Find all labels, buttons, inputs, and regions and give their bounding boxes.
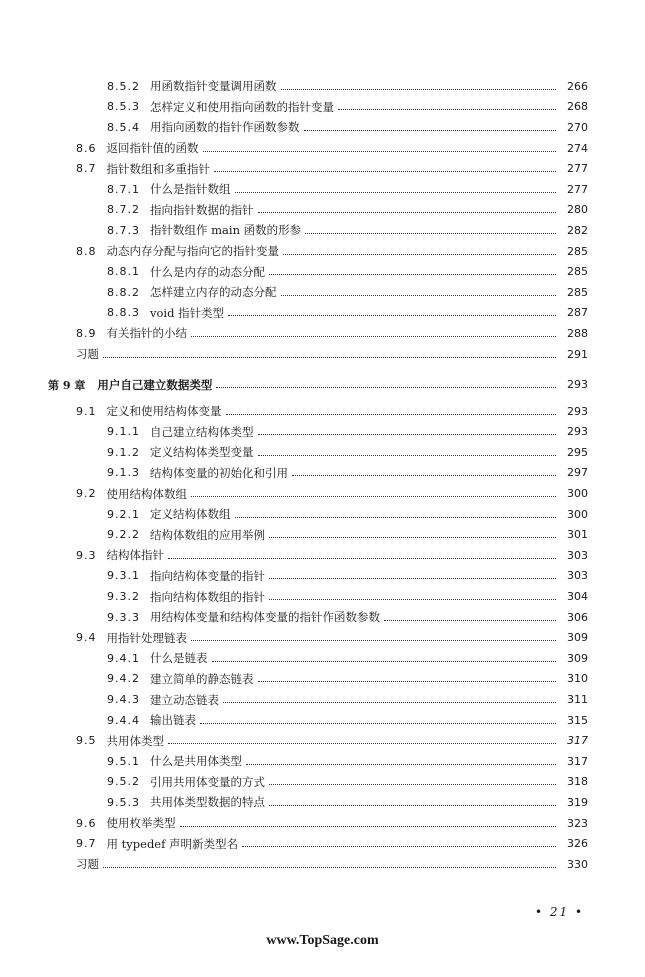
toc-page-number: 285 <box>567 265 588 279</box>
toc-section-number: 9.2.2 <box>107 528 140 542</box>
toc-row <box>0 220 645 241</box>
toc-row <box>0 586 645 607</box>
toc-title: 用指针处理链表 <box>106 630 187 645</box>
toc-title: 动态内存分配与指向它的指针变量 <box>106 244 279 259</box>
toc-row <box>0 627 645 648</box>
dot-leader <box>242 846 556 847</box>
toc-section-number: 9.3.3 <box>107 610 140 624</box>
toc-title: 指针数组和多重指针 <box>106 161 210 176</box>
toc-section-number: 8.8 <box>76 244 97 258</box>
toc-section-number: 9.1.1 <box>107 425 140 439</box>
toc-section-number: 9.5.2 <box>107 775 140 789</box>
toc-row <box>0 282 645 303</box>
dot-leader <box>180 826 557 827</box>
dot-leader <box>305 233 556 234</box>
toc-section-number: 8.5.2 <box>107 79 140 93</box>
toc-row <box>0 261 645 282</box>
toc-row <box>0 607 645 628</box>
dot-leader <box>235 517 557 518</box>
toc-title: 建立简单的静态链表 <box>150 671 254 686</box>
toc-page-number: 309 <box>567 631 588 645</box>
toc-row <box>0 483 645 504</box>
toc-section-number: 9.1.2 <box>107 445 140 459</box>
toc-row <box>0 323 645 344</box>
dot-leader <box>269 578 556 579</box>
dot-leader <box>304 130 557 131</box>
toc-page-number: 285 <box>567 244 588 258</box>
toc-row <box>0 303 645 324</box>
toc-row <box>0 751 645 772</box>
dot-leader <box>269 805 556 806</box>
toc-title: 用指向函数的指针作函数参数 <box>150 120 300 135</box>
toc-page-number: 274 <box>567 141 588 155</box>
toc-section-number: 9.4.2 <box>107 672 140 686</box>
dot-leader <box>214 171 556 172</box>
toc-title: 用户自己建立数据类型 <box>97 377 213 392</box>
toc-section-number: 9.4 <box>76 631 97 645</box>
toc-title: 自己建立结构体类型 <box>150 424 254 439</box>
toc-page-number: 288 <box>567 326 588 340</box>
dot-leader <box>191 640 556 641</box>
toc-row <box>0 241 645 262</box>
toc-title: 使用枚举类型 <box>106 816 176 831</box>
toc-row <box>0 401 645 422</box>
dot-leader <box>203 151 557 152</box>
toc-page-number: 303 <box>567 548 588 562</box>
toc-title: 习题 <box>76 857 99 872</box>
toc-row <box>0 730 645 751</box>
toc-row <box>0 710 645 731</box>
toc-section-number: 8.7 <box>76 162 97 176</box>
toc-title: 什么是链表 <box>150 651 208 666</box>
toc-page-number: 309 <box>567 651 588 665</box>
toc-title: 使用结构体数组 <box>106 486 187 501</box>
toc-title: 结构体指针 <box>106 548 164 563</box>
toc-page-number: 300 <box>567 507 588 521</box>
toc-title: 用结构体变量和结构体变量的指针作函数参数 <box>150 610 380 625</box>
toc-section-number: 8.7.3 <box>107 223 140 237</box>
toc-title: 怎样建立内存的动态分配 <box>150 285 277 300</box>
toc-section-number: 8.9 <box>76 326 97 340</box>
dot-leader <box>200 723 556 724</box>
toc-page-number: 293 <box>567 425 588 439</box>
toc-row <box>0 792 645 813</box>
toc-title: 共用体类型 <box>106 733 164 748</box>
dot-leader <box>103 867 556 868</box>
toc-page-number: 287 <box>567 306 588 320</box>
toc-page-number: 323 <box>567 816 588 830</box>
toc-page-number: 291 <box>567 347 588 361</box>
toc-title: 什么是共用体类型 <box>150 754 242 769</box>
toc-page-number: 301 <box>567 528 588 542</box>
toc-row <box>0 669 645 690</box>
toc-title: 用 typedef 声明新类型名 <box>106 836 239 851</box>
toc-page-number: 282 <box>567 223 588 237</box>
toc-row <box>0 442 645 463</box>
dot-leader <box>168 558 556 559</box>
dot-leader <box>191 336 556 337</box>
toc-title: 定义和使用结构体变量 <box>106 404 222 419</box>
toc-title: 指向结构体数组的指针 <box>150 589 265 604</box>
toc-page-number: 300 <box>567 487 588 501</box>
dot-leader <box>269 599 556 600</box>
toc-section-number: 8.5.4 <box>107 120 140 134</box>
toc-title: 输出链表 <box>150 713 196 728</box>
toc-row <box>0 179 645 200</box>
dot-leader <box>228 315 556 316</box>
toc-page-number: 277 <box>567 182 588 196</box>
toc-section-number: 8.5.3 <box>107 100 140 114</box>
toc-exercise-row <box>0 344 645 365</box>
toc-title: 结构体变量的初始化和引用 <box>150 465 288 480</box>
toc-page-number: 277 <box>567 162 588 176</box>
dot-leader <box>258 681 557 682</box>
dot-leader <box>258 212 557 213</box>
toc-page-number: 270 <box>567 120 588 134</box>
toc-section-number: 9.2.1 <box>107 507 140 521</box>
toc-row <box>0 138 645 159</box>
toc-row <box>0 566 645 587</box>
toc-section-number: 9.7 <box>76 837 97 851</box>
toc-section-number: 8.8.3 <box>107 306 140 320</box>
dot-leader <box>258 434 557 435</box>
toc-title: 怎样定义和使用指向函数的指针变量 <box>150 99 334 114</box>
toc-row <box>0 200 645 221</box>
toc-page-number: 330 <box>567 857 588 871</box>
toc-title: 定义结构体数组 <box>150 507 231 522</box>
dot-leader <box>269 784 556 785</box>
toc-title: 习题 <box>76 347 99 362</box>
dot-leader <box>384 620 556 621</box>
toc-page-number: 303 <box>567 569 588 583</box>
toc-section-number: 8.8.2 <box>107 285 140 299</box>
toc-section-number: 第 9 章 <box>48 378 86 392</box>
table-of-contents <box>0 76 645 875</box>
toc-section-number: 8.8.1 <box>107 265 140 279</box>
toc-title: 结构体数组的应用举例 <box>150 527 265 542</box>
toc-title: 定义结构体类型变量 <box>150 445 254 460</box>
toc-section-number: 8.7.1 <box>107 182 140 196</box>
toc-page-number: 285 <box>567 285 588 299</box>
toc-section-number: 9.1 <box>76 404 97 418</box>
toc-section-number: 9.3.2 <box>107 590 140 604</box>
toc-title: 什么是指针数组 <box>150 182 231 197</box>
toc-page-number: 293 <box>567 378 588 392</box>
toc-row <box>0 117 645 138</box>
toc-title: 什么是内存的动态分配 <box>150 264 265 279</box>
toc-chapter-row <box>0 374 645 395</box>
dot-leader <box>168 743 556 744</box>
dot-leader <box>281 89 557 90</box>
toc-row <box>0 833 645 854</box>
toc-section-number: 8.7.2 <box>107 203 140 217</box>
toc-section-number: 9.5.1 <box>107 754 140 768</box>
toc-row <box>0 772 645 793</box>
toc-title: 有关指针的小结 <box>106 326 187 341</box>
toc-title: 指向结构体变量的指针 <box>150 568 265 583</box>
toc-title: 引用共用体变量的方式 <box>150 774 265 789</box>
toc-page-number: 304 <box>567 590 588 604</box>
toc-section-number: 9.3.1 <box>107 569 140 583</box>
toc-row <box>0 76 645 97</box>
toc-page-number: 311 <box>567 693 588 707</box>
toc-section-number: 9.3 <box>76 548 97 562</box>
page-number: • 21 • <box>535 905 585 919</box>
toc-page-number: 317 <box>567 754 588 768</box>
dot-leader <box>103 357 556 358</box>
toc-section-number: 9.5.3 <box>107 795 140 809</box>
toc-section-number: 9.1.3 <box>107 466 140 480</box>
toc-title: 指向指针数据的指针 <box>150 202 254 217</box>
toc-exercise-row <box>0 854 645 875</box>
toc-row <box>0 158 645 179</box>
toc-row <box>0 524 645 545</box>
dot-leader <box>212 661 557 662</box>
dot-leader <box>191 496 556 497</box>
toc-title: 返回指针值的函数 <box>106 141 199 156</box>
dot-leader <box>338 109 556 110</box>
toc-page-number: 310 <box>567 672 588 686</box>
toc-title: 共用体类型数据的特点 <box>150 795 265 810</box>
toc-section-number: 9.2 <box>76 487 97 501</box>
toc-row <box>0 422 645 443</box>
dot-leader <box>269 537 556 538</box>
toc-page-number: 326 <box>567 837 588 851</box>
toc-row <box>0 463 645 484</box>
toc-section-number: 9.4.1 <box>107 651 140 665</box>
dot-leader <box>283 254 556 255</box>
dot-leader <box>258 455 557 456</box>
toc-page-number: 319 <box>567 795 588 809</box>
dot-leader <box>235 192 557 193</box>
toc-title: 用函数指针变量调用函数 <box>150 79 277 94</box>
toc-page-number: 295 <box>567 445 588 459</box>
dot-leader <box>246 764 556 765</box>
toc-title: 建立动态链表 <box>150 692 219 707</box>
toc-page-number: 268 <box>567 100 588 114</box>
toc-row <box>0 504 645 525</box>
dot-leader <box>226 414 557 415</box>
toc-page-number: 297 <box>567 466 588 480</box>
toc-page-number: 317 <box>567 734 588 748</box>
dot-leader <box>223 702 556 703</box>
toc-section-number: 9.5 <box>76 734 97 748</box>
toc-section-number: 9.4.3 <box>107 693 140 707</box>
toc-section-number: 9.4.4 <box>107 713 140 727</box>
toc-page-number: 293 <box>567 404 588 418</box>
toc-section-number: 9.6 <box>76 816 97 830</box>
dot-leader <box>281 295 557 296</box>
toc-row <box>0 648 645 669</box>
toc-page-number: 315 <box>567 713 588 727</box>
site-watermark: www.TopSage.com <box>266 933 379 948</box>
toc-row <box>0 545 645 566</box>
toc-title: void 指针类型 <box>150 305 225 320</box>
toc-page-number: 280 <box>567 203 588 217</box>
dot-leader <box>216 387 556 388</box>
toc-section-number: 8.6 <box>76 141 97 155</box>
dot-leader <box>269 274 556 275</box>
toc-page-number: 318 <box>567 775 588 789</box>
toc-title: 指针数组作 main 函数的形参 <box>150 223 302 238</box>
toc-row <box>0 813 645 834</box>
toc-row <box>0 97 645 118</box>
toc-row <box>0 689 645 710</box>
toc-page-number: 306 <box>567 610 588 624</box>
dot-leader <box>292 475 556 476</box>
toc-page-number: 266 <box>567 79 588 93</box>
